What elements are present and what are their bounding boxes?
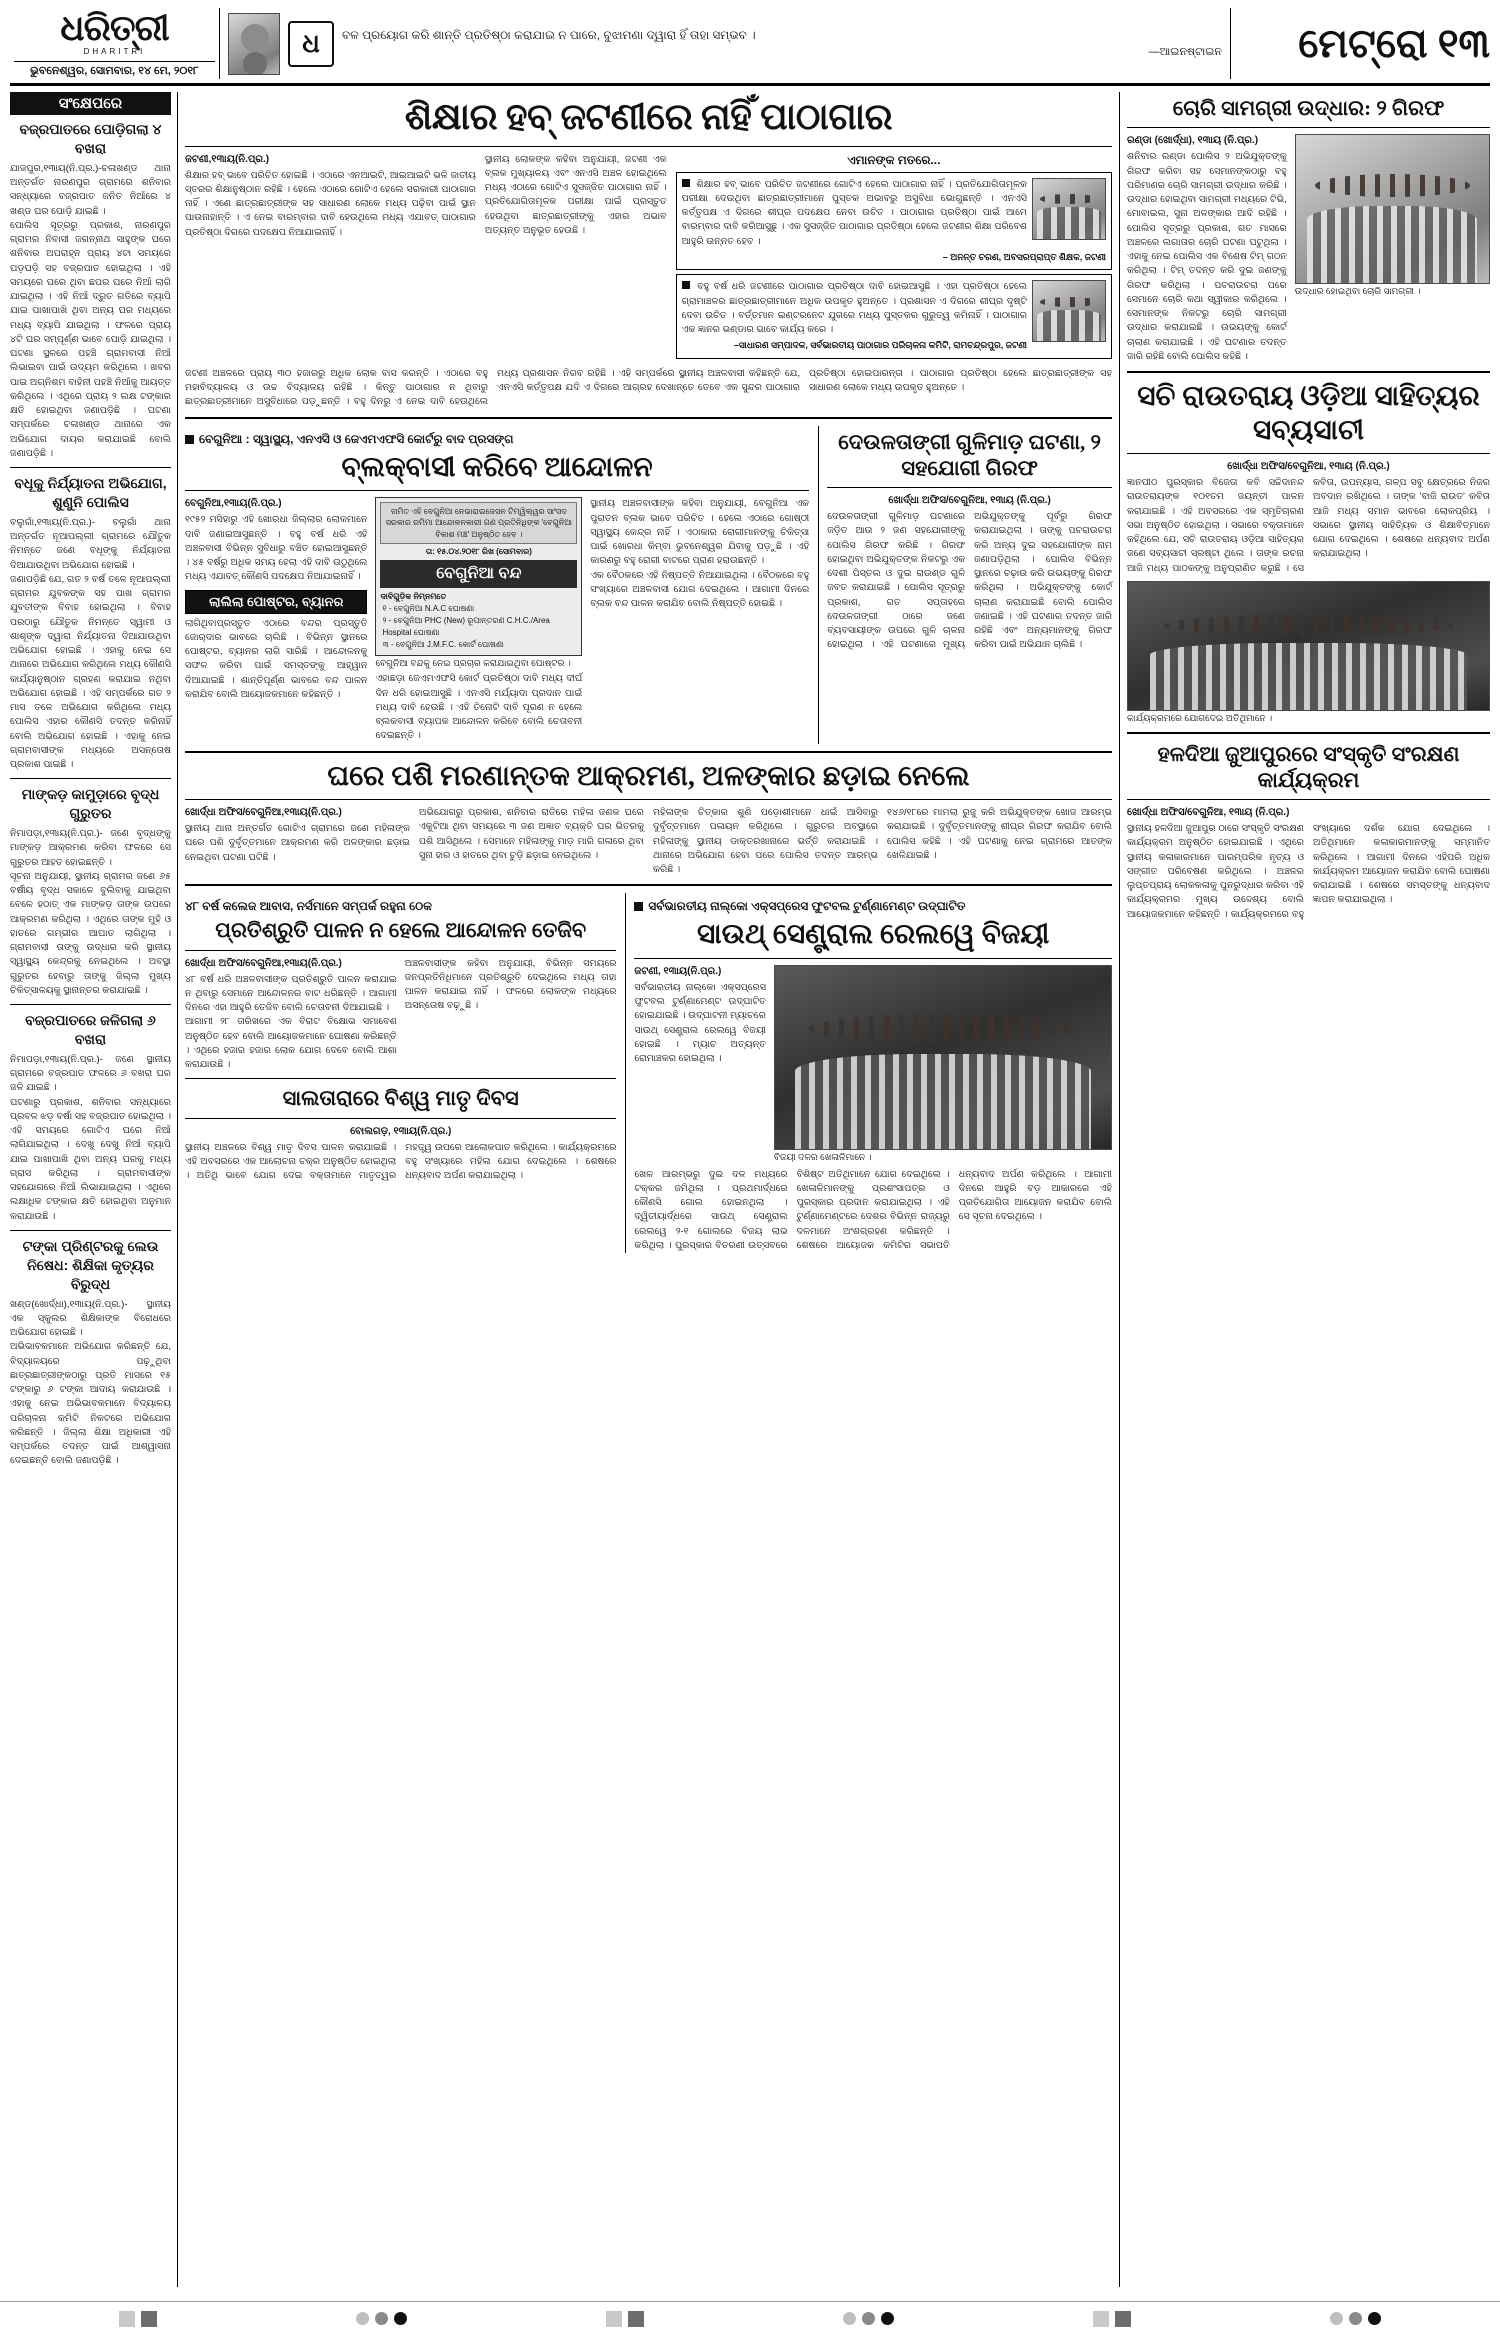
story-football bbox=[625, 893, 1112, 1253]
poster-demand-2: ୨ - ବେଗୁନିଆ PHC (New) ରୂପାନ୍ତରଣ C.H.C./Area Hospital ଘୋଷଣା bbox=[382, 615, 550, 637]
brief-headline: ଟଙ୍କା ପ୍ରିଣ୍ଟରକୁ ଲେଉ ନିଷେଧ: ଶିକ୍ଷିକା କୃତ୍ୟର ବିରୁଦ୍ଧ bbox=[22, 1237, 159, 1292]
promise-headline: ପ୍ରତିଶ୍ରୁତି ପାଳନ ନ ହେଲେ ଆନ୍ଦୋଳନ ତେଜିବ bbox=[215, 918, 587, 943]
story-theft bbox=[1127, 95, 1490, 364]
football-para-1: ସର୍ବଭାରତୀୟ ନାଲ୍‌କୋ ଏକ୍ସପ୍ରେସ ଫୁଟବଲ ଟୁର୍ଣ୍ଣାମେଣ୍ଟ ଉଦ୍‌ଘାଟିତ ହୋଇଯାଇଛି । ଉଦ୍‌ଘାଟନୀ ମ୍ୟାଚରେ ସାଉଥ୍ ସେଣ୍ଟ୍ରାଲ ରେଲୱେ ବିଜୟୀ ହୋଇଛି । ମ୍ୟାଚ ଅତ୍ୟନ୍ତ ରୋମାଞ୍ଚକର ହୋଇଥିଲା । bbox=[634, 981, 766, 1065]
divider bbox=[1127, 732, 1490, 734]
sachi-headline: ସଚି ରାଉତରାୟ ଓଡ଼ିଆ ସାହିତ୍ୟର ସବ୍ୟସାଚୀ bbox=[1137, 381, 1480, 446]
brief-byline: ନିମାପଡ଼ା,୧୩ାୟ(ନି.ପ୍ର.)- ଜଣେ ବୃଦ୍ଧଙ୍କୁ ମାଙ୍କଡ଼ ଆକ୍ରମଣ କରିବା ଫଳରେ ସେ ଗୁରୁତର ଆହତ ହୋଇଛନ୍ତି । bbox=[10, 828, 171, 868]
divider bbox=[1127, 127, 1490, 128]
sachi-photo-caption: କାର୍ଯ୍ୟକ୍ରମରେ ଯୋଗଦେଇ ଅତିଥିମାନେ । bbox=[1127, 712, 1273, 723]
ghare-para-4: ୧୪୬/୧୮ରେ ମାମଲା ରୁଜୁ କରି ଅଭିଯୁକ୍ତଙ୍କ ଖୋଜ ଆରମ୍ଭ କରାଯାଇଛି । ଦୁର୍ବୃତ୍ତମାନଙ୍କୁ ଶୀଘ୍ର ଗିରଫ କରାଯିବ ବୋଲି ପୋଲିସ କହିଛି । ଏହି ଘଟଣାକୁ ନେଇ ଗ୍ରାମରେ ଆତଙ୍କ ଖେଳିଯାଇଛି । bbox=[887, 807, 1112, 861]
poster-top-text: ନାମିତ ଏହି ବେଗୁନିଆ ନେଭାରାଇଜେସନ ଟିମ୍ୱିଲ୍ୱର ସାଂସଦ ସରକାର ରମିମା ଆନ୍ଦୋଳନକାରୀ ଗଣ ପ୍ରତିନିଧିଙ୍କ 'ବେଗୁନିଆ ବିକାଶ ମଞ୍ଚ' ଅନୁଷ୍ଠିତ ହେବ । bbox=[380, 502, 577, 544]
brief-headline: ବଧୂକୁ ନିର୍ଯ୍ୟାତନା ଅଭିଯୋଗ, ଶୁଣୁନି ପୋଲିସ bbox=[14, 475, 167, 510]
story-devalatangi bbox=[818, 426, 1112, 744]
brief-body: ଅଭିଭାବକମାନେ ଅଭିଯୋଗ କରିଛନ୍ତି ଯେ, ବିଦ୍ୟାଳୟରେ ପଢ଼ୁଥିବା ଛାତ୍ରଛାତ୍ରୀଙ୍କଠାରୁ ପ୍ରତି ମାସରେ ୧୫ ଟଙ୍କାରୁ ୬ ଟଙ୍କା ଆଦାୟ କରାଯାଉଛି । ଏହାକୁ ନେଇ ଅଭିଭାବକମାନେ ବିଦ୍ୟାଳୟ ପରିଚାଳନା କମିଟି ନିକଟରେ ଅଭିଯୋଗ କରିଛନ୍ତି । ଜିଲ୍ଲା ଶିକ୍ଷା ଅଧିକାରୀ ଏହି ସମ୍ପର୍କରେ ତଦନ୍ତ ପାଇଁ ଆଶ୍ୱାସନା ଦେଇଛନ୍ତି ବୋଲି ଜଣାପଡ଼ିଛି । bbox=[10, 1341, 171, 1467]
registration-marks-2 bbox=[606, 2311, 644, 2327]
seized-goods-photo bbox=[1295, 134, 1490, 284]
registration-square bbox=[1115, 2311, 1131, 2327]
divider bbox=[10, 1230, 171, 1231]
publication-dateline: ଭୁବନେଶ୍ୱର, ସୋମବାର, ୧୪ ମେ, ୨୦୧୮ bbox=[14, 61, 215, 78]
divider bbox=[10, 1004, 171, 1005]
brief-headline: ବଜ୍ରପାତରେ ପୋଡ଼ିଗଲା ୪ ବଖରା bbox=[19, 121, 162, 156]
masthead-quote-text: ବଳ ପ୍ରୟୋଗ କରି ଶାନ୍ତି ପ୍ରତିଷ୍ଠା କରାଯାଇ ନ ପାରେ, ବୁଝାମଣା ଦ୍ୱାରା ହିଁ ତାହା ସମ୍ଭବ । bbox=[342, 28, 756, 43]
culture-body: ସ୍ଥାନୀୟ ହଳଦିଆ ଜୁଆପୁର ଠାରେ ସଂସ୍କୃତି ସଂରକ୍ଷଣ କାର୍ଯ୍ୟକ୍ରମ ଅନୁଷ୍ଠିତ ହୋଇଯାଇଛି । ଏଥିରେ ସ୍ଥାନୀୟ କଳାକାରମାନେ ପାରମ୍ପରିକ ନୃତ୍ୟ ଓ ସଙ୍ଗୀତ ପରିବେଷଣ କରିଥିଲେ । ଅଞ୍ଚଳର ଲୁପ୍ତପ୍ରାୟ ଲୋକକଳାକୁ ପୁନରୁଦ୍ଧାର କରିବା ଏହି କାର୍ଯ୍ୟକ୍ରମର ମୁଖ୍ୟ ଉଦ୍ଦେଶ୍ୟ ବୋଲି ଆୟୋଜକମାନେ କହିଛନ୍ତି । କାର୍ଯ୍ୟକ୍ରମରେ ବହୁ ସଂଖ୍ୟାରେ ଦର୍ଶକ ଯୋଗ ଦେଇଥିଲେ । ଅତିଥିମାନେ କଳାକାରମାନଙ୍କୁ ସମ୍ମାନିତ କରିଥିଲେ । ଆଗାମୀ ଦିନରେ ଏହିପରି ଅଧିକ କାର୍ଯ୍ୟକ୍ରମ ଆୟୋଜନ କରାଯିବ ବୋଲି ଘୋଷଣା କରାଯାଇଛି । ଶେଷରେ ସମସ୍ତଙ୍କୁ ଧନ୍ୟବାଦ ଜ୍ଞାପନ କରାଯାଇଥିଲା । bbox=[1127, 823, 1490, 920]
opinion-box-1-text: ଶିକ୍ଷାର ହବ୍ ଭାବେ ପରିଚିତ ଜଟଣୀରେ ଗୋଟିଏ ହେଲେ ପାଠାଗାର ନାହିଁ । ପ୍ରତିଯୋଗିତାମୂଳକ ପରୀକ୍ଷା ଦେଉଥିବା ଛାତ୍ରଛାତ୍ରୀମାନେ ପୁସ୍ତକ ଅଭାବରୁ ଅସୁବିଧା ଭୋଗୁଛନ୍ତି । ଏନଏସି କର୍ତ୍ତୃପକ୍ଷ ଏ ଦିଗରେ ଶୀଘ୍ର ପଦକ୍ଷେପ ନେବା ଉଚିତ । ପାଠାଗାର ପ୍ରତିଷ୍ଠା ପାଇଁ ଆମେ ବାରମ୍ବାର ଦାବି କରିଆସୁଛୁ । ଏକ ସୁସଜ୍ଜିତ ପାଠାଗାର ପ୍ରତିଷ୍ଠା ହେଲେ ଜଟଣୀର ଶିକ୍ଷା ପରିବେଶ ଆହୁରି ଉନ୍ନତ ହେବ । bbox=[681, 178, 1028, 247]
brief-body: ଘଟଣାରୁ ପ୍ରକାଶ, ଶନିବାର ସନ୍ଧ୍ୟାରେ ପ୍ରବଳ ଝଡ଼ ବର୍ଷା ସହ ବଜ୍ରପାତ ହୋଇଥିଲା । ଏହି ସମୟରେ ଗୋଟିଏ ଘରେ ନିଆଁ ଲାଗିଯାଇଥିଲା । ଦେଖୁ ଦେଖୁ ନିଆଁ ବ୍ୟାପି ଯାଇ ପାଖାପାଖି ଥିବା ଅନ୍ୟ ଘରକୁ ମଧ୍ୟ ଗ୍ରାସ କରିଥିଲା । ଗ୍ରାମବାସୀଙ୍କ ସହଯୋଗରେ ନିଆଁ ଲିଭାଯାଇଥିଲା । ଏଥିରେ ଲକ୍ଷାଧିକ ଟଙ୍କାର କ୍ଷତି ହୋଇଥିବା ଅନୁମାନ କରାଯାଉଛି । bbox=[10, 1096, 171, 1222]
divider bbox=[1127, 799, 1490, 800]
opinion-box-2 bbox=[676, 274, 1112, 359]
lead-para-2: ସ୍ଥାନୀୟ ଲୋକଙ୍କ କହିବା ଅନୁଯାୟୀ, ଜଟଣୀ ଏକ ବ୍ଲକ ମୁଖ୍ୟାଳୟ ଏବଂ ଏନଏସି ଅଞ୍ଚଳ ହୋଇଥିଲେ ମଧ୍ୟ ଏଠାରେ ଗୋଟିଏ ସୁସଜ୍ଜିତ ପାଠାଗାର ନାହିଁ । ପ୍ରତିଯୋଗିତାମୂଳକ ପରୀକ୍ଷା ପାଇଁ ପ୍ରସ୍ତୁତ ହେଉଥିବା ଛାତ୍ରଛାତ୍ରୀଙ୍କୁ ଏହାର ଅଭାବ ଅତ୍ୟନ୍ତ ଅନୁଭୂତ ହେଉଛି । bbox=[484, 153, 667, 236]
einstein-portrait-photo bbox=[228, 13, 280, 75]
sachi-byline: ଖୋର୍ଦ୍ଧା ଅଫିସ/ବେଗୁନିଆ, ୧୩ାୟ (ନି.ପ୍ର.) bbox=[1227, 461, 1390, 473]
section-title: ମେଟ୍ରୋ ୧୩ bbox=[1298, 20, 1490, 66]
theft-photo-caption: ଉଦ୍ଧାର ହୋଇଥିବା ଚୋରି ସାମଗ୍ରୀ । bbox=[1294, 286, 1421, 297]
publication-logo-latin: DHARITRI bbox=[83, 46, 146, 56]
brief-item bbox=[10, 474, 171, 772]
divider bbox=[185, 1078, 616, 1079]
poster-demand-3: ୩ - ବେଗୁନିଆ J.M.F.C. କୋର୍ଟ ଘୋଷଣା bbox=[382, 639, 504, 649]
promise-kicker-text: ୪୮ ବର୍ଷ କଲେଜ ଆବାସ, ନର୍ସମାନେ ସମ୍ପର୍କ ରହୁନା ଠେକ bbox=[185, 899, 432, 914]
brief-body: ସୂଚନା ଅନୁଯାୟୀ, ସ୍ଥାନୀୟ ଗ୍ରାମର ଜଣେ ୬୫ ବର୍ଷୀୟ ବୃଦ୍ଧ ସକାଳେ ବୁଲିବାକୁ ଯାଇଥିବା ବେଳେ ହଠାତ୍ ଏକ ମାଙ୍କଡ଼ ତାଙ୍କ ଉପରେ ଆକ୍ରମଣ କରିଥିଲା । ଏଥିରେ ତାଙ୍କ ମୁହଁ ଓ ହାତରେ ଗମ୍ଭୀର ଆଘାତ ଲାଗିଥିଲା । ଗ୍ରାମବାସୀ ତାଙ୍କୁ ଉଦ୍ଧାର କରି ସ୍ଥାନୀୟ ସ୍ୱାସ୍ଥ୍ୟ କେନ୍ଦ୍ରକୁ ନେଇଥିଲେ । ଅବସ୍ଥା ଗୁରୁତର ହେବାରୁ ତାଙ୍କୁ ଜିଲ୍ଲା ମୁଖ୍ୟ ଚିକିତ୍ସାଳୟକୁ ସ୍ଥାନାନ୍ତର କରାଯାଇଛି । bbox=[10, 870, 171, 996]
poster-demand-1: ୧ - ବେଗୁନିଆ N.A.C ଘୋଷଣା bbox=[382, 603, 475, 613]
football-team-photo bbox=[774, 965, 1112, 1150]
promise-para-1: ୪୮ ବର୍ଷ ଧରି ଅଞ୍ଚଳବାସୀଙ୍କ ପ୍ରତିଶ୍ରୁତି ପାଳନ କରାଯାଇ ନ ଥିବାରୁ ସେମାନେ ଆନ୍ଦୋଳନର ବାଟ ଧରିଛନ୍ତି । ଆଗାମୀ ଦିନରେ ଏହା ଆହୁରି ତେଜିବ ବୋଲି ଚେତାବନୀ ଦିଆଯାଇଛି । bbox=[185, 973, 397, 1014]
divider bbox=[1127, 453, 1490, 454]
opinion-box-title: ଏମାନଙ୍କ ମତରେ... bbox=[847, 152, 941, 167]
center-column bbox=[178, 92, 1120, 2287]
promise-kicker bbox=[185, 899, 616, 914]
registration-dot bbox=[356, 2312, 369, 2325]
poster-date: ତା: ୧୫.୦୪.୨୦୧୮ ରିଖ (ସୋମବାର) bbox=[425, 546, 532, 556]
opinion-box-1 bbox=[676, 172, 1112, 271]
print-registration-strip bbox=[0, 2301, 1500, 2335]
lead-headline: ଶିକ୍ଷାର ହବ୍ ଜଟଣୀରେ ନାହିଁ ପାଠାଗାର bbox=[404, 97, 893, 138]
promise-byline: ଖୋର୍ଦ୍ଧା ଅଫିସ/ବେଗୁନିଆ,୧୩ାୟ(ନି.ପ୍ର.) bbox=[185, 957, 342, 969]
blockbasi-para-4: ଏକ ବୈଠକରେ ଏହି ନିଷ୍ପତ୍ତି ନିଆଯାଇଥିଲା । ବୈଠକରେ ବହୁ ସଂଖ୍ୟାରେ ଅଞ୍ଚଳବାସୀ ଯୋଗ ଦେଇଥିଲେ । ଆଗାମୀ ଦିନରେ ବ୍ଲକ ବନ୍ଦ ପାଳନ କରାଯିବ ବୋଲି ନିଷ୍ପତ୍ତି ହୋଇଛି । bbox=[590, 569, 810, 609]
masthead-quote bbox=[342, 26, 1222, 61]
brief-item bbox=[10, 120, 171, 461]
masthead-quote-area bbox=[220, 8, 1230, 79]
divider bbox=[634, 958, 1112, 959]
poster-tag-label: ଲାଲିଲା ପୋଷ୍ଟର, ବ୍ୟାନର bbox=[185, 590, 367, 614]
football-photo-caption: ବିଜୟୀ ଦଳର ଖେଳାଳିମାନେ । bbox=[773, 1151, 872, 1162]
football-headline: ସାଉଥ୍ ସେଣ୍ଟ୍ରାଲ ରେଲୱେ ବିଜୟୀ bbox=[697, 919, 1050, 951]
sachi-event-photo bbox=[1127, 581, 1490, 711]
registration-marks-4 bbox=[1093, 2311, 1131, 2327]
registration-marks-1 bbox=[356, 2312, 407, 2325]
divider bbox=[10, 778, 171, 779]
culture-byline: ଖୋର୍ଦ୍ଧା ଅଫିସ/ବେଗୁନିଆ, ୧୩ାୟ (ନି.ପ୍ର.) bbox=[1127, 807, 1290, 819]
ghare-para-3: ମହିଳାଙ୍କ ଚିତ୍କାର ଶୁଣି ପଡ଼ୋଶୀମାନେ ଧାଇଁ ଆସିବାରୁ ଦୁର୍ବୃତ୍ତମାନେ ପଳାୟନ କରିଥିଲେ । ଗୁରୁତର ଅବସ୍ଥାରେ ମହିଳାଙ୍କୁ ସ୍ଥାନୀୟ ଡାକ୍ତରଖାନାରେ ଭର୍ତ୍ତି କରାଯାଇଛି । ଥାନାରେ ଅଭିଯୋଗ ହେବା ପରେ ପୋଲିସ ତଦନ୍ତ ଆରମ୍ଭ କରିଛି । bbox=[653, 807, 878, 876]
blockbasi-kicker-text: ବେଗୁନିଆ : ସ୍ୱାସ୍ଥ୍ୟ, ଏନଏସି ଓ ଜେଏମଏଫସି କୋର୍ଟରୁ ବାଦ ପ୍ରସଙ୍ଗ bbox=[199, 431, 514, 446]
brief-item bbox=[10, 1237, 171, 1469]
theft-headline: ଚୋରି ସାମଗ୍ରୀ ଉଦ୍ଧାର: ୨ ଗିରଫ bbox=[1172, 96, 1445, 120]
registration-square bbox=[628, 2311, 644, 2327]
divider bbox=[185, 490, 809, 491]
publication-logo: ଧରିତ୍ରୀ bbox=[60, 7, 169, 48]
divider bbox=[827, 487, 1112, 488]
poster-subhead: ଦାବିଗୁଡ଼ିକ ନିମ୍ନମତେ bbox=[380, 592, 447, 602]
opinion-box-2-text: ବହୁ ବର୍ଷ ଧରି ଜଟଣୀରେ ପାଠାଗାର ପ୍ରତିଷ୍ଠା ଦାବି ହୋଇଆସୁଛି । ଏହା ପ୍ରତିଷ୍ଠା ହେଲେ ଗ୍ରାମାଞ୍ଚଳର ଛାତ୍ରଛାତ୍ରୀମାନେ ଅଧିକ ଉପକୃତ ହୁଅନ୍ତେ । ପ୍ରଶାସନ ଏ ଦିଗରେ ଶୀଘ୍ର ଦୃଷ୍ଟି ଦେବା ଉଚିତ । ବର୍ତ୍ତମାନ ଇଣ୍ଟରନେଟ ଯୁଗରେ ମଧ୍ୟ ପୁସ୍ତକର ଗୁରୁତ୍ୱ କମିନାହିଁ । ପାଠାଗାର ଏକ ଜ୍ଞାନର ଭଣ୍ଡାର ଭାବେ କାର୍ଯ୍ୟ କରେ । bbox=[681, 281, 1028, 336]
right-column bbox=[1120, 92, 1490, 2287]
devalatangi-body: ଦେଉଳତାଙ୍ଗୀ ଗୁଳିମାଡ଼ ଘଟଣାରେ ଜଡ଼ିତ ଆଉ ୨ ଜଣ ସହଯୋଗୀଙ୍କୁ ପୋଲିସ ଗିରଫ କରିଛି । ଗିରଫ ହୋଇଥିବା ଅଭିଯୁକ୍ତଙ୍କ ନିକଟରୁ ଏକ ଦେଶୀ ପିସ୍ତଲ ଓ ଦୁଇ ରାଉଣ୍ଡ ଗୁଳି ଜବତ କରାଯାଇଛି । ପୋଲିସ ସୂତ୍ରରୁ ପ୍ରକାଶ, ଗତ ସପ୍ତାହରେ ଦେଉଳତାଙ୍ଗୀ ଠାରେ ଜଣେ ବ୍ୟବସାୟୀଙ୍କ ଉପରେ ଗୁଳି ଚାଳନା ହୋଇଥିଲା । ଏହି ଘଟଣାରେ ମୁଖ୍ୟ ଅଭିଯୁକ୍ତଙ୍କୁ ପୂର୍ବରୁ ଗିରଫ କରାଯାଇଥିଲା । ତାଙ୍କୁ ପଚରାଉଚରା କରି ଅନ୍ୟ ଦୁଇ ସହଯୋଗୀଙ୍କ ନାମ ଜଣାପଡ଼ିଥିଲା । ପୋଲିସ ବିଭିନ୍ନ ସ୍ଥାନରେ ଚଢ଼ାଉ କରି ଉଭୟଙ୍କୁ ଗିରଫ କରିଥିଲା । ଅଭିଯୁକ୍ତଙ୍କୁ କୋର୍ଟ ଚାଲାଣ କରାଯାଇଛି ବୋଲି ପୋଲିସ ଜଣାଇଛି । ଏହି ଘଟଣାର ତଦନ୍ତ ଜାରି ରହିଛି ଏବଂ ଅନ୍ୟମାନଙ୍କୁ ଗିରଫ କରିବା ପାଇଁ ଅଭିଯାନ ଚାଲିଛି । bbox=[827, 511, 1112, 651]
divider bbox=[1127, 371, 1490, 373]
salatara-body: ସ୍ଥାନୀୟ ଅଞ୍ଚଳରେ ବିଶ୍ୱ ମାତୃ ଦିବସ ପାଳନ କରାଯାଇଛି । ଏହି ଅବସରରେ ଏକ ଆଲୋଚନା ଚକ୍ର ଅନୁଷ୍ଠିତ ହୋଇଥିଲା । ଅତିଥି ଭାବେ ଯୋଗ ଦେଇ ବକ୍ତାମାନେ ମାତୃତ୍ୱର ମହତ୍ତ୍ୱ ଉପରେ ଆଲୋକପାତ କରିଥିଲେ । କାର୍ଯ୍ୟକ୍ରମରେ ବହୁ ସଂଖ୍ୟାରେ ମହିଳା ଯୋଗ ଦେଇଥିଲେ । ଶେଷରେ ଧନ୍ୟବାଦ ଅର୍ପଣ କରାଯାଇଥିଲା । bbox=[185, 1141, 617, 1182]
registration-dot bbox=[375, 2312, 388, 2325]
ghare-byline: ଖୋର୍ଦ୍ଧା ଅଫିସ/ବେଗୁନିଆ,୧୩ାୟ(ନି.ପ୍ର.) bbox=[185, 807, 342, 819]
registration-square bbox=[1093, 2311, 1109, 2327]
story-blockbasi bbox=[185, 426, 809, 744]
salatara-headline: ସାଲତାରାରେ ବିଶ୍ୱ ମାତୃ ଦିବସ bbox=[282, 1086, 519, 1111]
lead-story bbox=[185, 96, 1112, 410]
ghare-para-1: ସ୍ଥାନୀୟ ଥାନା ଅନ୍ତର୍ଗତ ଗୋଟିଏ ଗ୍ରାମରେ ଜଣେ ମହିଳାଙ୍କ ଘରେ ପଶି ଦୁର୍ବୃତ୍ତମାନେ ଆକ୍ରମଣ କରି ଅଳଙ୍କାର ଛଡ଼ାଇ ନେଇଥିବା ଘଟଣା ଘଟିଛି । bbox=[185, 823, 410, 863]
devalatangi-byline: ଖୋର୍ଦ୍ଧା ଅଫିସ/ବେଗୁନିଆ, ୧୩ାୟ (ନି.ପ୍ର.) bbox=[888, 495, 1051, 507]
football-continued bbox=[634, 1168, 1112, 1254]
bullet-square-icon bbox=[185, 435, 194, 444]
page-body bbox=[10, 92, 1490, 2287]
ghare-para-2: ଅଭିଯୋଗରୁ ପ୍ରକାଶ, ଶନିବାର ରାତିରେ ମହିଳା ଜଣକ ଘରେ ଏକୁଟିଆ ଥିବା ସମୟରେ ୩ ଜଣ ଅଜ୍ଞାତ ବ୍ୟକ୍ତି ଘର ଭିତରକୁ ପଶି ଆସିଥିଲେ । ସେମାନେ ମହିଳାଙ୍କୁ ମାଡ଼ ମାରି ଗଳାରେ ଥିବା ସୁନା ହାର ଓ ହାତରେ ଥିବା ଚୁଡ଼ି ଛଡ଼ାଇ ନେଇଥିଲେ । bbox=[419, 807, 644, 861]
blockbasi-para-3: ଏହାଛଡ଼ା ଜେଏମଏଫସି କୋର୍ଟ ପ୍ରତିଷ୍ଠା ଦାବି ମଧ୍ୟ ଦୀର୍ଘ ଦିନ ଧରି ହୋଇଆସୁଛି । ଏନଏସି ମର୍ଯ୍ୟାଦା ପ୍ରଦାନ ପାଇଁ ମଧ୍ୟ ଦାବି ହେଉଛି । ଏହି ତିନୋଟି ଦାବି ପୂରଣ ନ ହେଲେ ବ୍ଲକବାସୀ ବ୍ୟାପକ ଆନ୍ଦୋଳନ କରିବେ ବୋଲି ଚେତାବନୀ ଦେଇଛନ୍ତି । bbox=[375, 673, 583, 742]
bandh-poster-image bbox=[375, 497, 582, 655]
devalatangi-headline: ଦେଉଳତାଙ୍ଗୀ ଗୁଳିମାଡ଼ ଘଟଣା, ୨ ସହଯୋଗୀ ଗିରଫ bbox=[838, 429, 1101, 480]
theft-body: ଶନିବାର ରଣ୍ଡା ପୋଲିସ ୨ ଅଭିଯୁକ୍ତଙ୍କୁ ଗିରଫ କରିବା ସହ ସେମାନଙ୍କଠାରୁ ବହୁ ପରିମାଣର ଚୋରି ସାମଗ୍ରୀ ଉଦ୍ଧାର କରିଛି । ଉଦ୍ଧାର ହୋଇଥିବା ସାମଗ୍ରୀ ମଧ୍ୟରେ ଟିଭି, ମୋବାଇଲ, ସୁନା ଅଳଙ୍କାର ଆଦି ରହିଛି । ପୋଲିସ ସୂତ୍ରରୁ ପ୍ରକାଶ, ଗତ ମାସରେ ଅଞ୍ଚଳରେ ଲଗାତାର ଚୋରି ଘଟଣା ଘଟୁଥିଲା । ଏହାକୁ ନେଇ ପୋଲିସ ଏକ ବିଶେଷ ଟିମ୍ ଗଠନ କରିଥିଲା । ଟିମ୍ ତଦନ୍ତ କରି ଦୁଇ ଜଣଙ୍କୁ ଗିରଫ କରିଥିଲା । ପଚରାଉଚରା ପରେ ସେମାନେ ଚୋରି କଥା ସ୍ୱୀକାର କରିଥିଲେ । ସେମାନଙ୍କ ନିକଟରୁ ଚୋରି ସାମଗ୍ରୀ ଉଦ୍ଧାର କରାଯାଇଛି । ଉଭୟଙ୍କୁ କୋର୍ଟ ଚାଲାଣ କରାଯାଇଛି । ଏହି ଘଟଣାର ତଦନ୍ତ ଜାରି ରହିଛି ବୋଲି ପୋଲିସ କହିଛି । bbox=[1127, 151, 1287, 362]
masthead bbox=[10, 8, 1490, 86]
lead-byline: ଜଟଣୀ,୧୩ାୟ(ନି.ପ୍ର.) bbox=[185, 153, 270, 165]
blockbasi-byline: ବେଗୁନିଆ,୧୩ାୟ(ନି.ପ୍ର.) bbox=[185, 498, 282, 510]
blockbasi-para-1: ୧୯୫୨ ମସିହାରୁ ଏହି ଖୋରଧା ଜିଲ୍ଲାର ଲୋକମାନେ ଦାବି ଜଣାଇଆସୁଛନ୍ତି । ବହୁ ବର୍ଷ ଧରି ଏହି ଅଞ୍ଚଳବାସୀ ବିଭିନ୍ନ ସୁବିଧାରୁ ବଞ୍ଚିତ ହୋଇଆସୁଛନ୍ତି । ୪୫ ବର୍ଷରୁ ଅଧିକ ସମୟ ହେଲା ଏହି ଦାବି ଉଠୁଥିଲେ ମଧ୍ୟ ଏଯାବତ୍ କୌଣସି ପଦକ୍ଷେପ ନିଆଯାଇନାହିଁ । bbox=[185, 514, 368, 583]
ghare-headline: ଘରେ ପଶି ମରଣାନ୍ତକ ଆକ୍ରମଣ, ଅଳଙ୍କାର ଛଡ଼ାଇ ନେଲେ bbox=[327, 760, 970, 792]
masthead-quote-attribution: —ଆଇନଷ୍ଟାଇନ bbox=[1148, 46, 1222, 59]
brief-byline: ଯାଜପୁର,୧୩ାୟ(ନି.ପ୍ର.)-ଚଳାଖଣ୍ଡ ଥାନା ଅନ୍ତର୍ଗତ ନାରଣପୁର ଗ୍ରାମରେ ଶନିବାର ସନ୍ଧ୍ୟାରେ ବଜ୍ରପାତ ଜନିତ ନିଆଁରେ ୪ ଖଣ୍ଡ ଘର ପୋଡ଼ି ଯାଇଛି । bbox=[10, 162, 171, 217]
poster-band-text: ବେଗୁନିଆ ବନ୍ଦ bbox=[380, 560, 577, 588]
football-kicker-text: ସର୍ବଭାରତୀୟ ନାଲ୍‌କୋ ଏକ୍ସପ୍ରେସ ଫୁଟବଲ ଟୁର୍ଣ୍ଣାମେଣ୍ଟ ଉଦ୍‌ଘାଟିତ bbox=[648, 899, 966, 914]
football-para-3: ପୁରସ୍କାର ବିତରଣୀ ଉତ୍ସବରେ ବିଶିଷ୍ଟ ଅତିଥିମାନେ ଯୋଗ ଦେଇଥିଲେ । ଖେଳାଳିମାନଙ୍କୁ ପ୍ରଶଂସାପତ୍ର ଓ ପୁରସ୍କାର ପ୍ରଦାନ କରାଯାଇଥିଲା । ଏହି ଟୁର୍ଣ୍ଣାମେଣ୍ଟରେ ଦେଶର ବିଭିନ୍ନ ରାଜ୍ୟରୁ ଦଳମାନେ ଅଂଶଗ୍ରହଣ କରିଛନ୍ତି । bbox=[675, 1168, 950, 1251]
brief-body: ପୋଲିସ ସୂତ୍ରରୁ ପ୍ରକାଶ, ନାରଣପୁର ଗ୍ରାମର ନିବାସୀ ଜଗନ୍ନାଥ ସାହୁଙ୍କ ଘରେ ଶନିବାର ଅପରାହ୍ନ ପ୍ରାୟ ୪ଟା ସମୟରେ ଘଡ଼ଘଡ଼ି ସହ ବଜ୍ରପାତ ହୋଇଥିଲା । ଏହି ସମୟରେ ଘରେ ଥିବା ଛପର ଘରେ ନିଆଁ ଲାଗି ଯାଇଥିଲା । ଏହି ନିଆଁ ଦ୍ରୁତ ଗତିରେ ବ୍ୟାପି ଯାଇ ପାଖାପାଖି ଥିବା ଅନ୍ୟ ଘର ମଧ୍ୟରେ ମଧ୍ୟ ବ୍ୟାପି ଯାଇଥିଲା । ଫଳରେ ପ୍ରାୟ ୪ଟି ଘର ସମ୍ପୂର୍ଣ୍ଣ ଭାବେ ପୋଡ଼ି ଯାଇଥିଲା । ଘଟଣା ସ୍ଥଳରେ ପହଞ୍ଚି ଗ୍ରାମବାସୀ ନିଆଁ ଲିଭାଇବା ପାଇଁ ଉଦ୍ୟମ କରିଥିଲେ । ଖବର ପାଇ ଅଗ୍ନିଶମ ବାହିନୀ ପହଞ୍ଚି ନିଆଁକୁ ଆୟତ୍ତ କରିଥିଲେ । ଏଥିରେ ପ୍ରାୟ ୨ ଲକ୍ଷ ଟଙ୍କାର କ୍ଷତି ହୋଇଥିବା ଜଣାପଡ଼ିଛି । ଘଟଣା ସମ୍ପର୍କରେ ଚଳାଖଣ୍ଡ ଥାନାରେ ଏକ ଅଭିଯୋଗ ଦାୟର କରାଯାଇଛି ବୋଲି ଜଣାପଡ଼ିଛି । bbox=[10, 219, 171, 459]
registration-dot bbox=[843, 2312, 856, 2325]
registration-dot bbox=[394, 2312, 407, 2325]
masthead-brand bbox=[10, 8, 220, 79]
divider bbox=[185, 146, 1112, 147]
brief-section-header: ସଂକ୍ଷେପରେ bbox=[10, 92, 171, 115]
divider bbox=[185, 751, 1112, 753]
divider bbox=[185, 417, 1112, 419]
brief-headline: ବଜ୍ରପାତରେ ଜଳିଗଲା ୬ ବଖରା bbox=[25, 1012, 156, 1047]
bullet-square-icon bbox=[634, 902, 643, 911]
football-kicker bbox=[634, 899, 1112, 914]
bullet-square-icon bbox=[682, 179, 690, 187]
football-para-2: ଖେଳ ଆରମ୍ଭରୁ ଦୁଇ ଦଳ ମଧ୍ୟରେ ଟକ୍କର ଜମିଥିଲା । ପ୍ରଥମାର୍ଦ୍ଧରେ କୌଣସି ଗୋଲ ହୋଇନଥିଲା । ଦ୍ୱିତୀୟାର୍ଦ୍ଧରେ ସାଉଥ୍ ସେଣ୍ଟ୍ରାଲ ରେଲୱେ ୨-୧ ଗୋଲରେ ବିଜୟ ଲାଭ କରିଥିଲା । bbox=[634, 1168, 788, 1251]
lead-para-4: ଏହି ସମ୍ପର୍କରେ ସ୍ଥାନୀୟ ଅଞ୍ଚଳବାସୀ କହିଛନ୍ତି ଯେ, ଏନଏସି କର୍ତ୍ତୃପକ୍ଷ ଯଦି ଏ ଦିଗରେ ଆଗ୍ରହ ଦେଖାନ୍ତେ ତେବେ ଏକ ସୁନ୍ଦର ପାଠାଗାର ପ୍ରତିଷ୍ଠା ହୋଇପାରନ୍ତା । ପାଠାଗାର ପ୍ରତିଷ୍ଠା ହେଲେ ଛାତ୍ରଛାତ୍ରୀଙ୍କ ସହ ସାଧାରଣ ଲୋକେ ମଧ୍ୟ ଉପକୃତ ହୁଅନ୍ତେ । bbox=[497, 367, 1112, 394]
registration-marks-right bbox=[1330, 2312, 1381, 2325]
brief-byline: ଖଣ୍ଡ(ଖୋର୍ଦ୍ଧା),୧୩ାୟ(ନି.ପ୍ର.)- ସ୍ଥାନୀୟ ଏକ ସ୍କୁଲର ଶିକ୍ଷିକାଙ୍କ ବିରୋଧରେ ଅଭିଯୋଗ ହୋଇଛି । bbox=[10, 1298, 171, 1339]
sachi-body: ଜ୍ଞାନପୀଠ ପୁରସ୍କାର ବିଜେତା କବି ସଚ୍ଚିଦାନନ୍ଦ ରାଉତରାୟଙ୍କ ୧୦୧ତମ ଜୟନ୍ତୀ ପାଳନ କରାଯାଇଛି । ଏହି ଅବସରରେ ଏକ ସ୍ମୃତିଚାରଣ ସଭା ଅନୁଷ୍ଠିତ ହୋଇଥିଲା । ସଭାରେ ବକ୍ତାମାନେ କହିଥିଲେ ଯେ, ସଚି ରାଉତରାୟ ଓଡ଼ିଆ ସାହିତ୍ୟର ଜଣେ ସବ୍ୟସାଚୀ ସ୍ରଷ୍ଟା ଥିଲେ । ତାଙ୍କ ରଚନା ଆଜି ମଧ୍ୟ ପାଠକଙ୍କୁ ଅନୁପ୍ରାଣିତ କରୁଛି । ସେ କବିତା, ଉପନ୍ୟାସ, ଗଳ୍ପ ସବୁ କ୍ଷେତ୍ରରେ ନିଜର ଅବଦାନ ରଖିଥିଲେ । ତାଙ୍କ 'ବାଜି ରାଉତ' କବିତା ଆଜି ମଧ୍ୟ ସମାନ ଭାବରେ ଲୋକପ୍ରିୟ । ସଭାରେ ସ୍ଥାନୀୟ ସାହିତ୍ୟିକ ଓ ଶିକ୍ଷାବିତ୍‌ମାନେ ଯୋଗ ଦେଇଥିଲେ । ଶେଷରେ ଧନ୍ୟବାଦ ଅର୍ପଣ କରାଯାଇଥିଲା । bbox=[1127, 477, 1490, 574]
divider bbox=[185, 884, 1112, 886]
left-column bbox=[10, 92, 178, 2287]
brief-byline: ବଲୁଗାଁ,୧୩ାୟ(ନି.ପ୍ର.)- ବଲୁଗାଁ ଥାନା ଅନ୍ତର୍ଗତ ନୂଆପଲ୍ଲୀ ଗ୍ରାମରେ ଯୌତୁକ ନିମନ୍ତେ ଜଣେ ବଧୂଙ୍କୁ ନିର୍ଯ୍ୟାତନା ଦିଆଯାଉଥିବା ଅଭିଯୋଗ ହୋଇଛି । bbox=[10, 516, 171, 571]
theft-byline: ରଣ୍ଡା (ଖୋର୍ଦ୍ଧା), ୧୩ାୟ (ନି.ପ୍ର.) bbox=[1127, 135, 1259, 147]
opinion-box-1-attribution: – ଅନନ୍ତ ଚରଣ, ଅବସରପ୍ରାପ୍ତ ଶିକ୍ଷକ, ଜଟଣୀ bbox=[942, 251, 1106, 262]
brief-body: ଜଣାପଡ଼ିଛି ଯେ, ଗତ ୨ ବର୍ଷ ତଳେ ନୂଆପଲ୍ଲୀ ଗ୍ରାମର ଯୁବକଙ୍କ ସହ ପାଖ ଗ୍ରାମର ଯୁବତୀଙ୍କ ବିବାହ ହୋଇଥିଲା । ବିବାହ ପରଠାରୁ ଯୌତୁକ ନିମନ୍ତେ ସ୍ୱାମୀ ଓ ଶାଶୂଙ୍କ ଦ୍ୱାରା ନିର୍ଯ୍ୟାତନା ଦିଆଯାଉଥିବା ଅଭିଯୋଗ ହୋଇଛି । ଏହାକୁ ନେଇ ସେ ଥାନାରେ ଅଭିଯୋଗ କରିଥିଲେ ମଧ୍ୟ କୌଣସି କାର୍ଯ୍ୟାନୁଷ୍ଠାନ ଗ୍ରହଣ କରାଯାଇ ନଥିବା ଅଭିଯୋଗ ହୋଇଛି । ଏହି ସମ୍ପର୍କରେ ଗତ ୨ ମାସ ତଳେ ଅଭିଯୋଗ କରିଥିଲେ ମଧ୍ୟ ପୋଲିସ ଏହାର କୌଣସି ତଦନ୍ତ କରିନାହିଁ ବୋଲି ଅଭିଯୋଗ ହୋଇଛି । ଏହାକୁ ନେଇ ଗ୍ରାମବାସୀଙ୍କ ମଧ୍ୟରେ ଅସନ୍ତୋଷ ପ୍ରକାଶ ପାଇଛି । bbox=[10, 573, 171, 771]
brief-headline: ମାଙ୍କଡ଼ କାମୁଡ଼ାରେ ବୃଦ୍ଧ ଗୁରୁତର bbox=[21, 786, 160, 822]
promise-para-3: ଆଗାମୀ ୨୮ ତାରିଖରେ ଏକ ବିରାଟ ବିକ୍ଷୋଭ ସମାବେଶ ଅନୁଷ୍ଠିତ ହେବ ବୋଲି ଆୟୋଜକମାନେ ଘୋଷଣା କରିଛନ୍ତି । ଏଥିରେ ହଜାର ହଜାର ଲୋକ ଯୋଗ ଦେବେ ବୋଲି ଆଶା କରାଯାଉଛି । bbox=[185, 1016, 397, 1071]
opinion-person-photo bbox=[1032, 280, 1106, 342]
football-para-4: ଶେଷରେ ଆୟୋଜକ କମିଟିର ସଭାପତି ଧନ୍ୟବାଦ ଅର୍ପଣ କରିଥିଲେ । ଆଗାମୀ ଦିନରେ ଆହୁରି ବଡ଼ ଆକାରରେ ଏହି ପ୍ରତିଯୋଗିତା ଆୟୋଜନ କରାଯିବ ବୋଲି ସେ ସୂଚନା ଦେଇଥିଲେ । bbox=[796, 1168, 1112, 1251]
blockbasi-kicker bbox=[185, 432, 809, 447]
registration-dot bbox=[1349, 2312, 1362, 2325]
registration-marks-3 bbox=[843, 2312, 894, 2325]
registration-dot bbox=[1330, 2312, 1343, 2325]
story-sachi bbox=[1127, 380, 1490, 725]
bullet-square-icon bbox=[682, 281, 690, 289]
blockbasi-para-2: ସ୍ଥାନୀୟ ଅଞ୍ଚଳବାସୀଙ୍କ କହିବା ଅନୁଯାୟୀ, ବେଗୁନିଆ ଏକ ପୁରାତନ ବ୍ଲକ ଭାବେ ପରିଚିତ । ହେଲେ ଏଠାରେ ଗୋଷ୍ଠୀ ସ୍ୱାସ୍ଥ୍ୟ କେନ୍ଦ୍ର ନାହିଁ । ଏଠାକାର ରୋଗୀମାନଙ୍କୁ ଚିକିତ୍ସା ପାଇଁ ଖୋରଧା କିମ୍ବା ଭୁବନେଶ୍ୱର ଯିବାକୁ ପଡ଼ୁଛି । ଏହି କାରଣରୁ ବହୁ ରୋଗୀ ବାଟରେ ପ୍ରାଣ ହରାଉଛନ୍ତି । bbox=[590, 498, 810, 567]
blockbasi-headline: ବ୍ଲକ୍‌ବାସୀ କରିବେ ଆନ୍ଦୋଳନ bbox=[341, 451, 653, 483]
blockbasi-tag-body: ଲାଗିଥିବାପ୍ରସ୍ତୁତ ଏଠାରେ ବନ୍ଦର ପ୍ରସ୍ତୁତି ଜୋର୍‌ଦାର ଭାବରେ ଚାଲିଛି । ବିଭିନ୍ନ ସ୍ଥାନରେ ପୋଷ୍ଟର, ବ୍ୟାନର ଲାଗି ସାରିଛି । ଆନ୍ଦୋଳନକୁ ସଫଳ କରିବା ପାଇଁ ସମସ୍ତଙ୍କୁ ଆହ୍ୱାନ ଦିଆଯାଇଛି । ଶାନ୍ତିପୂର୍ଣ୍ଣ ଭାବରେ ବନ୍ଦ ପାଳନ କରାଯିବ ବୋଲି ଆୟୋଜକମାନେ କହିଛନ୍ତି । bbox=[185, 617, 368, 700]
salatara-byline: ବୋଲଗଡ଼, ୧୩ାୟ(ନି.ପ୍ର.) bbox=[350, 1125, 452, 1137]
lead-para-1: ଶିକ୍ଷାର ହବ୍ ଭାବେ ପରିଚିତ ହୋଇଛି । ଏଠାରେ ଏନଆଇଟି, ଆଇଆଇଟି ଭଳି ଜାତୀୟ ସ୍ତରର ଶିକ୍ଷାନୁଷ୍ଠାନ ରହିଛି । ହେଲେ ଏଠାରେ ଗୋଟିଏ ହେଲେ ସରକାରୀ ପାଠାଗାର ନାହିଁ । ଏଣେ ଛାତ୍ରଛାତ୍ରୀଙ୍କ ସହ ସାଧାରଣ ଲୋକେ ମଧ୍ୟ ପଢ଼ିବା ପାଇଁ ସ୍ଥାନ ପାଉନାହାନ୍ତି । ଏ ନେଇ ବାରମ୍ବାର ଦାବି ହେଉଥିଲେ ମଧ୍ୟ ଏଯାବତ୍ ପାଠାଗାର ପ୍ରତିଷ୍ଠା ଦିଗରେ ପଦକ୍ଷେପ ନିଆଯାଇନାହିଁ । bbox=[185, 169, 476, 238]
divider bbox=[10, 467, 171, 468]
brief-byline: ନିମାପଡ଼ା,୧୩ାୟ(ନି.ପ୍ର.)- ଜଣେ ସ୍ଥାନୀୟ ଗ୍ରାମରେ ବଜ୍ରପାତ ଫଳରେ ୬ ବଖରା ଘର ଜଳି ଯାଇଛି । bbox=[10, 1053, 171, 1094]
lead-continued bbox=[185, 367, 1112, 410]
registration-square bbox=[141, 2311, 157, 2327]
story-culture bbox=[1127, 741, 1490, 922]
story-promise bbox=[185, 893, 616, 1253]
lead-para-3: ଜଟଣୀ ଅଞ୍ଚଳରେ ପ୍ରାୟ ୩୦ ହଜାରରୁ ଅଧିକ ଲୋକ ବାସ କରନ୍ତି । ଏଠାରେ ବହୁ ମହାବିଦ୍ୟାଳୟ ଓ ଉଚ୍ଚ ବିଦ୍ୟାଳୟ ରହିଛି । କିନ୍ତୁ ପାଠାଗାର ନ ଥିବାରୁ ଛାତ୍ରଛାତ୍ରୀମାନେ ଅସୁବିଧାରେ ପଡ଼ୁଛନ୍ତି । ବହୁ ଦିନରୁ ଏ ନେଇ ଦାବି ହେଉଥିଲେ ମଧ୍ୟ ପ୍ରଶାସନ ନିରବ ରହିଛି । bbox=[185, 367, 615, 408]
registration-dot bbox=[881, 2312, 894, 2325]
divider bbox=[185, 799, 1112, 800]
poster-caption: ବେଗୁନିଆ ବନ୍ଦକୁ ନେଇ ପ୍ରଚାର କରାଯାଇଥିବା ପୋଷ୍ଟର । bbox=[375, 657, 571, 668]
football-byline: ଜଟଣୀ, ୧୩ାୟ(ନି.ପ୍ର.) bbox=[634, 965, 722, 977]
registration-square bbox=[119, 2311, 135, 2327]
registration-square bbox=[606, 2311, 622, 2327]
registration-dot bbox=[862, 2312, 875, 2325]
divider bbox=[185, 1118, 616, 1119]
registration-dot bbox=[1368, 2312, 1381, 2325]
promise-para-2: ଅଞ୍ଚଳବାସୀଙ୍କ କହିବା ଅନୁଯାୟୀ, ବିଭିନ୍ନ ସମୟରେ ଜନପ୍ରତିନିଧିମାନେ ପ୍ରତିଶ୍ରୁତି ଦେଇଥିଲେ ମଧ୍ୟ ତାହା ପାଳନ କରାଯାଇ ନାହିଁ । ଫଳରେ ଲୋକଙ୍କ ମଧ୍ୟରେ ଅସନ୍ତୋଷ ବଢ଼ୁଛି । bbox=[404, 957, 617, 1012]
brief-item bbox=[10, 1011, 171, 1224]
divider bbox=[185, 950, 616, 951]
culture-headline: ହଳଦିଆ ଜୁଆପୁରରେ ସଂସ୍କୃତି ସଂରକ୍ଷଣ କାର୍ଯ୍ୟକ୍ରମ bbox=[1157, 741, 1460, 792]
story-ghare-pasi bbox=[185, 760, 1112, 878]
opinion-box-2-attribution: –ସାଧାରଣ ସମ୍ପାଦକ, ସର୍ବଭାରତୀୟ ପାଠାଗାର ପରିଚାଳନା କମିଟି, ରାମଚନ୍ଦ୍ରପୁର, ଜଟଣୀ bbox=[733, 340, 1027, 351]
brief-item bbox=[10, 785, 171, 998]
masthead-section-area bbox=[1230, 8, 1490, 79]
opinion-person-photo bbox=[1032, 178, 1106, 240]
dharitri-emblem-icon: ଧ bbox=[288, 21, 334, 67]
registration-marks-left bbox=[119, 2311, 157, 2327]
